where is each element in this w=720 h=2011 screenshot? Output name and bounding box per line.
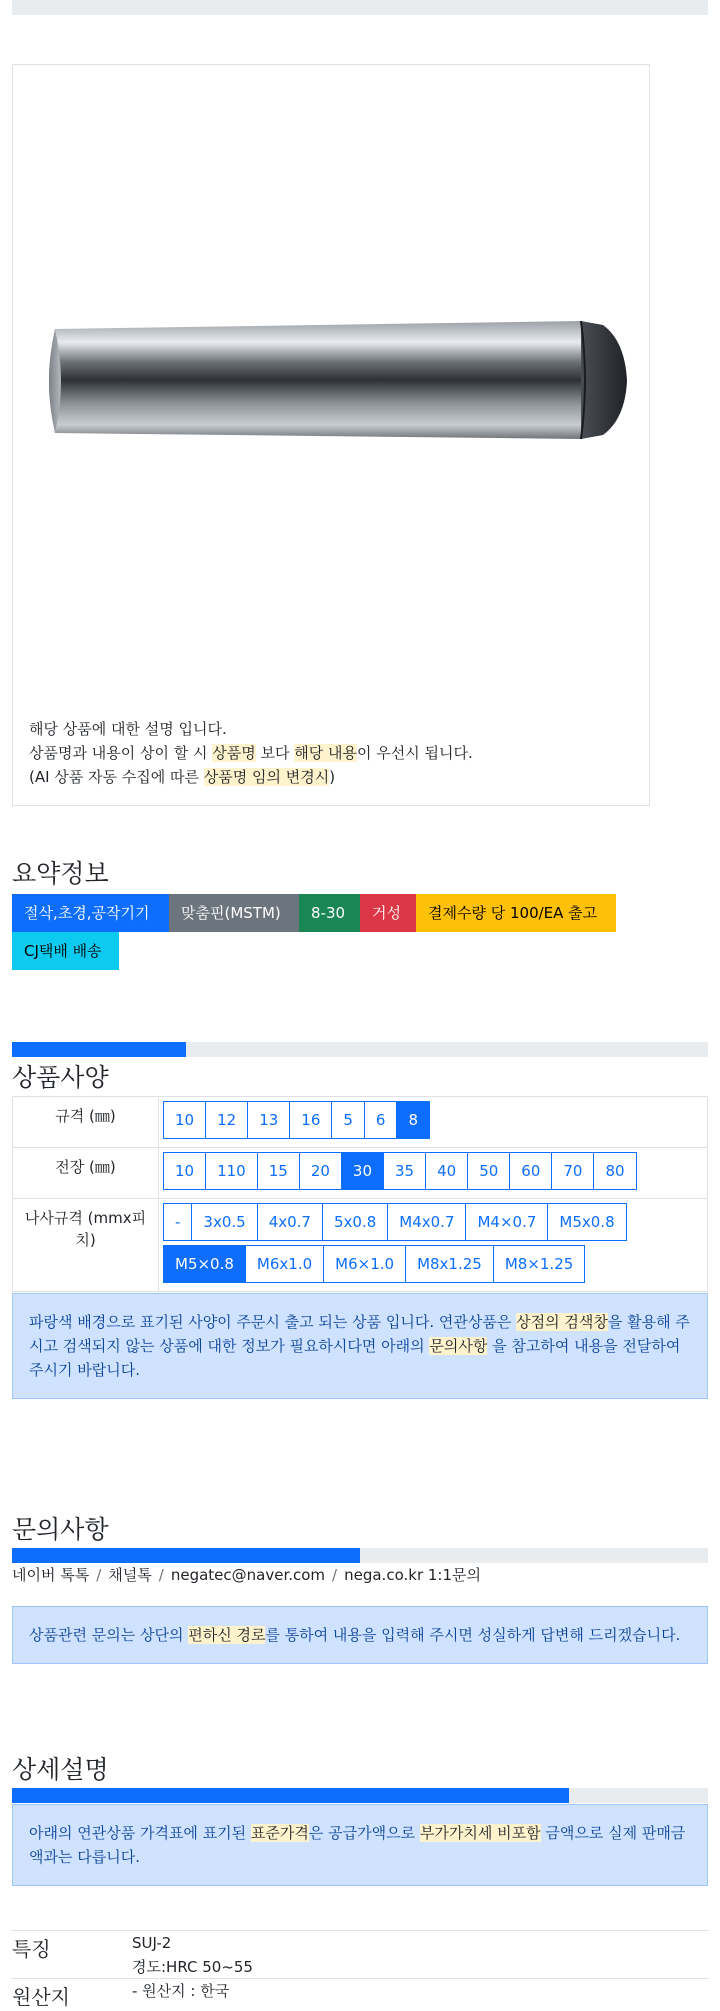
product-description [29,717,473,789]
spec-option-button[interactable]: M8x1.25 [405,1245,494,1283]
description-line [29,741,473,765]
feature-key: 특징 [12,1937,51,1961]
notice-text: 상품명과 내용이 상이 할 시 [29,744,213,762]
spec-option-button[interactable]: M4x0.7 [387,1203,466,1241]
notice-text: 금액으로 실제 판매금액과는 다릅니다. [29,1824,686,1866]
spec-option-button[interactable]: 30 [341,1152,384,1190]
feature-value: SUJ-2 [132,1934,172,1952]
spec-table [12,1096,708,1292]
dowel-pin-image [41,301,637,451]
notice-text: 은 공급가액으로 [308,1824,420,1842]
spec-label: 전장 (㎜) [13,1148,159,1199]
notice-text: 을 참고하여 내용을 전달하여 주시기 바랍니다. [29,1337,681,1379]
highlight-text: 상품명 임의 변경시 [203,768,330,786]
feature-value: 경도:HRC 50~55 [132,1958,253,1976]
spec-option-button[interactable]: 5x0.8 [322,1203,388,1241]
spec-option-button[interactable]: 3x0.5 [191,1203,257,1241]
detail-progress-fill [12,1788,569,1803]
inquiry-progress-fill [12,1548,360,1563]
specs-notice [12,1293,708,1399]
spec-option-button[interactable]: 60 [509,1152,552,1190]
spec-option-button[interactable]: 10 [163,1101,206,1139]
spec-option-button[interactable]: 4x0.7 [257,1203,323,1241]
contact-link[interactable]: nega.co.kr 1:1문의 [344,1566,481,1584]
notice-text: 상품관련 문의는 상단의 [29,1626,189,1644]
spec-label: 나사규격 (mmx피치) [13,1199,159,1292]
spec-option-button[interactable]: 10 [163,1152,206,1190]
notice-text: 파랑색 배경으로 표기된 사양이 주문시 출고 되는 상품 입니다. 연관상품은 [29,1313,517,1331]
summary-badge: CJ택배 배송 [12,932,119,970]
summary-title: 요약정보 [12,859,109,888]
notice-text: 보다 [255,744,295,762]
spec-option-button[interactable]: 70 [551,1152,594,1190]
spec-options [159,1097,708,1148]
spec-option-button[interactable]: 40 [425,1152,468,1190]
spec-option-button[interactable]: M6×1.0 [323,1245,406,1283]
inquiry-title: 문의사항 [12,1515,109,1544]
summary-badge: 결제수량 당 100/EA 출고 [416,894,616,932]
spec-option-button[interactable]: 50 [467,1152,510,1190]
spec-option-button[interactable]: 16 [289,1101,332,1139]
detail-progress [12,1788,708,1803]
summary-badge: 8-30 [299,894,360,932]
spec-label: 규격 (㎜) [13,1097,159,1148]
notice-text: 아래의 연관상품 가격표에 표기된 [29,1824,251,1842]
summary-badge: 절삭,초경,공작기기 [12,894,169,932]
spec-option-button[interactable]: 5 [331,1101,365,1139]
product-image-card [12,64,650,806]
spec-options [159,1199,708,1292]
specs-progress-fill [12,1042,186,1057]
highlight-text: 문의사항 [429,1337,488,1355]
spec-option-button[interactable]: M5×0.8 [163,1245,246,1283]
contact-links [12,1564,481,1585]
contact-link[interactable]: 채널톡 [108,1566,152,1584]
spec-option-button[interactable]: M6x1.0 [245,1245,324,1283]
feature-row [12,1930,708,1979]
notice-text: 해당 상품에 대한 설명 입니다. [29,720,227,738]
detail-notice [12,1804,708,1886]
summary-badge: 맞춤핀(MSTM) [169,894,299,932]
inquiry-notice [12,1606,708,1664]
specs-title: 상품사양 [12,1063,109,1092]
inquiry-progress [12,1548,708,1563]
spec-option-button[interactable]: M5x0.8 [547,1203,626,1241]
spec-options [159,1148,708,1199]
spec-option-button[interactable]: 80 [593,1152,636,1190]
feature-value: - 원산지 : 한국 [132,1982,230,2000]
feature-row [12,1978,708,2011]
spec-option-button[interactable]: - [163,1203,192,1241]
spec-option-button[interactable]: 6 [364,1101,398,1139]
highlight-text: 편하신 경로 [188,1626,266,1644]
spec-option-button[interactable]: 35 [383,1152,426,1190]
spec-row [13,1148,708,1199]
spec-option-button[interactable]: 12 [205,1101,248,1139]
spec-option-button[interactable]: 20 [299,1152,342,1190]
notice-text: 를 통하여 내용을 입력해 주시면 성실하게 답변해 드리겠습니다. [265,1626,681,1644]
highlight-text: 표준가격 [250,1824,309,1842]
feature-key: 원산지 [12,1985,70,2009]
feature-values [132,1979,229,2003]
contact-link[interactable]: negatec@naver.com [170,1566,326,1584]
contact-separator: / [96,1566,102,1584]
highlight-text: 부가가치세 비포함 [419,1824,541,1842]
highlight-text: 해당 내용 [294,744,357,762]
specs-progress [12,1042,708,1057]
feature-values [132,1931,253,1979]
spec-row [13,1097,708,1148]
spec-option-button[interactable]: 8 [396,1101,430,1139]
notice-text: 을 활용해 주시고 검색되지 않는 상품에 대한 정보가 필요하시다면 아래의 [29,1313,690,1355]
contact-link[interactable]: 네이버 톡톡 [12,1566,90,1584]
highlight-text: 상점의 검색창 [516,1313,608,1331]
top-progress-bar [12,0,708,15]
contact-separator: / [332,1566,338,1584]
spec-option-button[interactable]: 15 [257,1152,300,1190]
notice-text: (AI 상품 자동 수집에 따른 [29,768,204,786]
highlight-text: 상품명 [212,744,256,762]
spec-option-button[interactable]: M8×1.25 [493,1245,585,1283]
description-line [29,765,473,789]
notice-text: ) [329,768,336,786]
spec-row [13,1199,708,1292]
summary-badge: 거성 [360,894,416,932]
description-line [29,717,473,741]
contact-separator: / [158,1566,164,1584]
spec-option-button[interactable]: 13 [247,1101,290,1139]
spec-option-button[interactable]: M4×0.7 [465,1203,548,1241]
detail-title: 상세설명 [12,1755,109,1784]
notice-text: 이 우선시 됩니다. [356,744,473,762]
spec-option-button[interactable]: 110 [205,1152,258,1190]
